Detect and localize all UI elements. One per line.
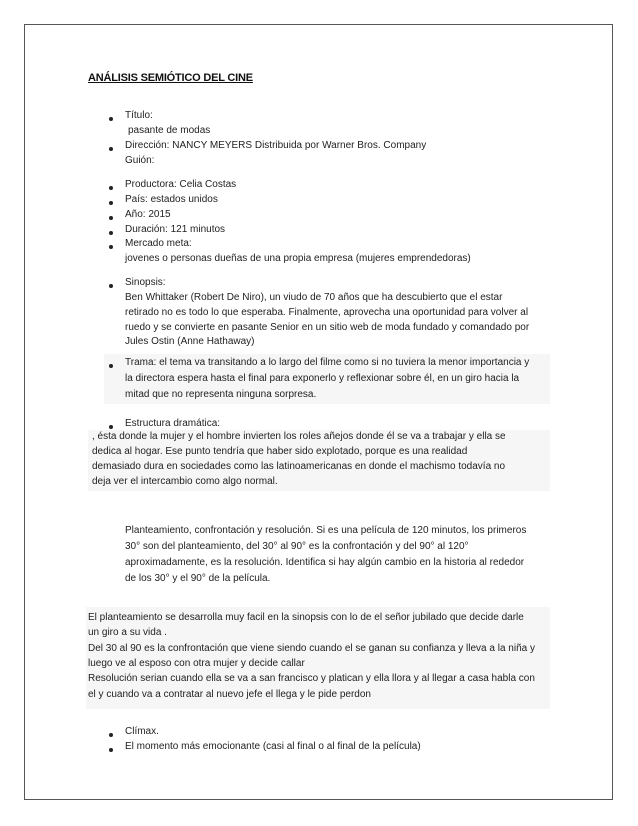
list-item-mercado: Mercado meta: — [125, 238, 192, 249]
bullet-icon — [109, 186, 113, 190]
list-item-mercado-value: jovenes o personas dueñas de una propia empresa (mujeres emprendedoras) — [125, 253, 471, 264]
estructura-label: Estructura dramática: — [125, 418, 221, 429]
sinopsis-line: Jules Ostin (Anne Hathaway) — [125, 336, 255, 347]
desarrollo-line: un giro a su vida . — [88, 627, 167, 638]
desarrollo-line: el y cuando va a contratar al nuevo jefe el llega y le pide perdon — [88, 689, 371, 700]
trama-line: Trama: el tema va transitando a lo largo del filme como si no tuviera la menor importancia y — [125, 357, 530, 368]
bullet-icon — [109, 216, 113, 220]
sinopsis-label: Sinopsis: — [125, 277, 166, 288]
planteamiento-line: 30° son del planteamiento, del 30° al 90° es la confrontación y del 90° al 120° — [125, 541, 469, 552]
document-title: ANÁLISIS SEMIÓTICO DEL CINE — [88, 72, 253, 84]
list-item-climax-desc: El momento más emocionante (casi al final o al final de la película) — [125, 741, 421, 752]
list-item-direccion: Dirección: NANCY MEYERS Distribuida por Warner Bros. Company — [125, 140, 427, 151]
bullet-icon — [109, 364, 113, 368]
sinopsis-line: retirado no es todo lo que esperaba. Finalmente, aprovecha una oportunidad para volver al — [125, 307, 529, 318]
desarrollo-line: luego ve al esposo con otra mujer y decide callar — [88, 658, 305, 669]
bullet-icon — [109, 201, 113, 205]
desarrollo-line: El planteamiento se desarrolla muy facil en la sinopsis con lo de el señor jubilado que decide darle — [88, 612, 524, 623]
bullet-icon — [109, 284, 113, 288]
trama-line: mitad que no representa ninguna sorpresa. — [125, 389, 317, 400]
sinopsis-line: ruedo y se convierte en pasante Senior en un sitio web de moda fundado y comandado por — [125, 322, 530, 333]
estructura-line: deja ver el intercambio como algo normal. — [92, 476, 278, 487]
trama-line: la directora espera hasta el final para exponerlo y reflexionar sobre él, en un giro hacia la — [125, 373, 520, 384]
sinopsis-line: Ben Whittaker (Robert De Niro), un viudo de 70 años que ha descubierto que el estar — [125, 292, 503, 303]
planteamiento-line: de los 30° y el 90° de la película. — [125, 573, 271, 584]
planteamiento-line: Planteamiento, confrontación y resolución. Si es una película de 120 minutos, los primeros — [125, 525, 527, 536]
desarrollo-line: Resolución serian cuando ella se va a san francisco y platican y ella llora y al llegar a casa habla con — [88, 673, 535, 684]
bullet-icon — [109, 147, 113, 151]
estructura-line: dedica al hogar. Ese punto tendría que haber sido explotado, porque es una realidad — [92, 446, 468, 457]
bullet-icon — [109, 245, 113, 249]
list-item-titulo-value: pasante de modas — [128, 125, 211, 136]
planteamiento-line: aproximadamente, es la resolución. Identifica si hay algún cambio en la historia al rededor — [125, 557, 525, 568]
bullet-icon — [109, 231, 113, 235]
desarrollo-line: Del 30 al 90 es la confrontación que viene siendo cuando el se ganan su confianza y lleva a la niña y — [88, 643, 535, 654]
list-item-pais: País: estados unidos — [125, 194, 218, 205]
list-item-titulo: Título: — [125, 110, 153, 121]
estructura-line: , ésta donde la mujer y el hombre invierten los roles añejos donde él se va a trabajar y ella se — [92, 431, 506, 442]
bullet-icon — [109, 748, 113, 752]
bullet-icon — [109, 117, 113, 121]
list-item-duracion: Duración: 121 minutos — [125, 224, 226, 235]
list-item-guion: Guión: — [125, 155, 155, 166]
bullet-icon — [109, 733, 113, 737]
list-item-productora: Productora: Celia Costas — [125, 179, 237, 190]
list-item-climax: Clímax. — [125, 726, 159, 737]
list-item-ano: Año: 2015 — [125, 209, 171, 220]
estructura-line: demasiado dura en sociedades como las latinoamericanas en donde el machismo todavía no — [92, 461, 506, 472]
